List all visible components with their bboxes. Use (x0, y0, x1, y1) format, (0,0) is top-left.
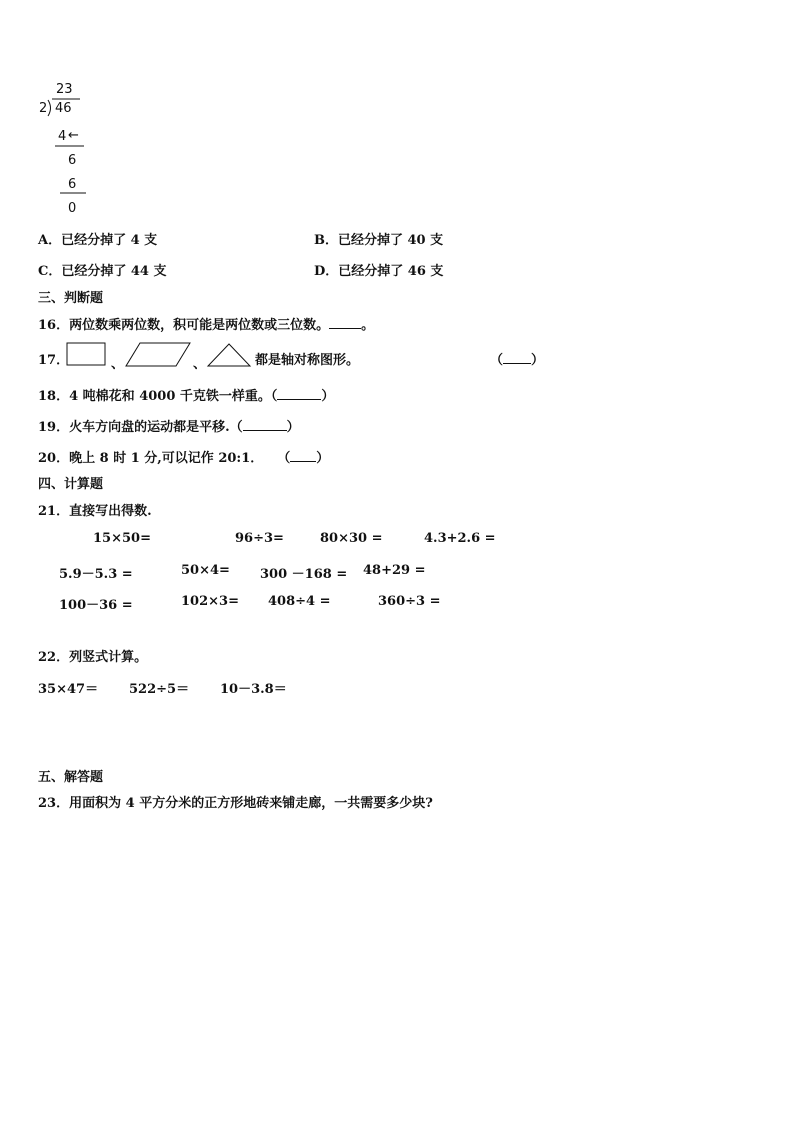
question-23-text: 23．用面积为 4 平方分米的正方形地砖来铺走廊，一共需要多少块? (38, 796, 433, 811)
answer-paren-17: （ ） (490, 353, 545, 368)
question-16-tail: 。 (361, 318, 375, 333)
rectangle-shape (67, 343, 105, 365)
division-step2: 6 (68, 177, 77, 192)
section-title-answer: 五、解答题 (38, 770, 104, 785)
section-title-judgment: 三、判断题 (38, 291, 104, 306)
section-title-calculation: 四、计算题 (38, 477, 104, 492)
calc-item: 102×3= (181, 594, 239, 609)
division-quotient: 23 (56, 82, 73, 97)
separator-2: 、 (193, 357, 207, 372)
calc-item: 15×50= (93, 531, 151, 546)
parallelogram-shape (126, 343, 190, 366)
shapes-figure (0, 0, 1, 1)
question-17-text: 都是轴对称图形。 (255, 353, 360, 368)
question-19: 19．火车方向盘的运动都是平移.（ ） (38, 420, 300, 435)
answer-blank-20[interactable] (290, 449, 316, 462)
calc-item: 5.9－5.3 = (59, 567, 133, 582)
triangle-shape (208, 344, 250, 366)
question-22-title: 22．列竖式计算。 (38, 650, 148, 665)
option-d[interactable]: D．已经分掉了 46 支 (314, 264, 444, 279)
question-20-text: 20．晚上 8 时 1 分,可以记作 20:1． (38, 451, 264, 466)
vertical-calc-item: 10－3.8＝ (220, 682, 287, 697)
question-17-number: 17． (38, 353, 70, 368)
calc-item: 408÷4 = (268, 594, 331, 609)
answer-blank-17[interactable] (503, 351, 531, 364)
calc-item: 48+29 = (363, 563, 426, 578)
option-b[interactable]: B．已经分掉了 40 支 (314, 233, 444, 248)
division-step1: 4 (58, 129, 67, 144)
question-18: 18．4 吨棉花和 4000 千克铁一样重。（ ） (38, 389, 335, 404)
option-c[interactable]: C．已经分掉了 44 支 (38, 264, 167, 279)
vertical-calc-item: 35×47＝ (38, 682, 99, 697)
answer-blank-19[interactable] (243, 418, 287, 431)
calc-item: 100－36 = (59, 598, 133, 613)
calc-item: 300 －168 = (260, 567, 348, 582)
question-16 (38, 314, 374, 333)
question-20: 20．晚上 8 时 1 分,可以记作 20:1． （ ） (38, 451, 330, 466)
division-divisor: 2 (39, 101, 48, 116)
answer-blank-16[interactable] (329, 316, 361, 329)
arrow-left-icon: ← (68, 128, 79, 143)
calc-item: 4.3+2.6 = (424, 531, 496, 546)
division-dividend: 46 (55, 101, 72, 116)
vertical-calc-item: 522÷5＝ (129, 682, 190, 697)
division-remainder1: 6 (68, 153, 77, 168)
option-a[interactable]: A．已经分掉了 4 支 (38, 233, 158, 248)
question-19-text: 19．火车方向盘的运动都是平移.（ (38, 420, 243, 435)
question-21-title: 21．直接写出得数. (38, 504, 152, 519)
calc-item: 80×30 = (320, 531, 383, 546)
calc-item: 96÷3= (235, 531, 284, 546)
separator-1: 、 (111, 357, 125, 372)
calc-item: 50×4= (181, 563, 230, 578)
division-remainder2: 0 (68, 201, 77, 216)
calc-item: 360÷3 = (378, 594, 441, 609)
question-16-text: 16．两位数乘两位数，积可能是两位数或三位数。 (38, 318, 330, 333)
question-18-text: 18．4 吨棉花和 4000 千克铁一样重。（ (38, 389, 278, 404)
answer-blank-18[interactable] (277, 387, 321, 400)
